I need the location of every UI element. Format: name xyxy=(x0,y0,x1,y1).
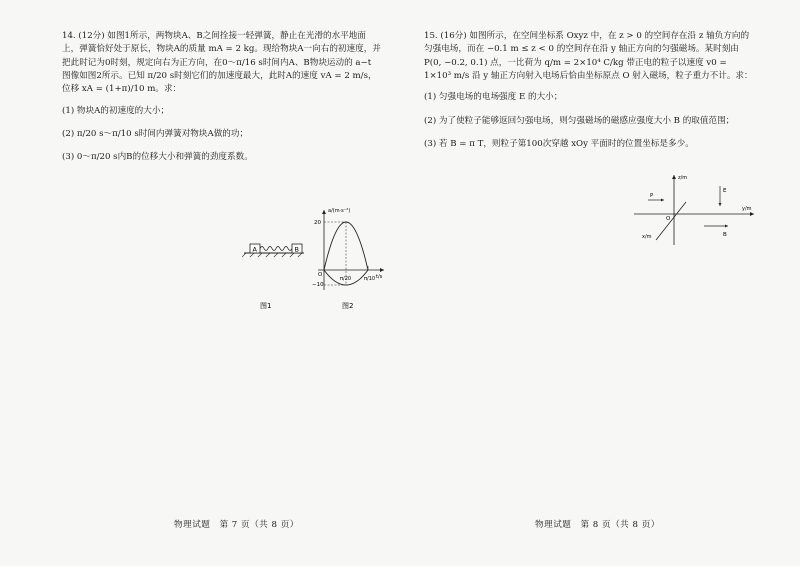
question-14-text: 14. (12分) 如图1所示，两物块A、B之间拴接一轻弹簧，静止在光滑的水平地面上，弹簧恰好处于原长，物块A的质量 mA = 2 kg。现给物块A一向右的初速度，并把此时记为0时刻，规定向右为正方向，在0～π/16 s时间内A、B物块运动的 a−t 图像如图2所示。已知 π/20 s时刻它们的加速度最大，此时A的速度 vA = 2 m/s，位移 xA = (1+π)/10 m。求： xyxy=(62,31,381,95)
figure-2 xyxy=(312,208,384,310)
question-14-part-1: (1) 物块A的初速度的大小； xyxy=(62,105,170,116)
z-axis-label: z/m xyxy=(678,175,688,181)
question-14-figures xyxy=(242,200,392,315)
point-p-label: P xyxy=(650,193,654,199)
question-14-part-2: (2) π/20 s～π/10 s时间内弹簧对物块A做的功； xyxy=(62,128,249,139)
block-a-label: A xyxy=(252,245,257,254)
question-15-text: 15. (16分) 如图所示，在空间坐标系 Oxyz 中，在 z > 0 的空间存在沿 z 轴负方向的匀强电场，而在 −0.1 m ≤ z < 0 的空间存在沿 y 轴正方向的匀强磁场。某时刻由 P(0, −0.2, 0.1) 点，一比荷为 q/m = 2×10⁴ C/kg 带正电的粒子以速度 v0 = 1×10³ m/s 沿 y 轴正方向射入电场后恰由坐标原点 O 射入磁场，粒子重力不计。求： xyxy=(424,31,753,81)
e-field-label: E xyxy=(723,188,727,194)
tick-pi-10: π/10 xyxy=(364,276,376,282)
spring xyxy=(260,247,292,251)
figure-2-caption: 图2 xyxy=(342,302,354,310)
origin-label: O xyxy=(318,272,323,278)
figure-1 xyxy=(242,244,304,310)
origin-o-label: O xyxy=(666,216,671,222)
question-15-figure xyxy=(624,170,764,255)
question-15-part-2: (2) 为了使粒子能够返回匀强电场，则匀强磁场的磁感应强度大小 B 的取值范围； xyxy=(424,115,735,126)
question-15-part-3: (3) 若 B = π T，则粒子第100次穿越 xOy 平面时的位置坐标是多少。 xyxy=(424,138,694,149)
question-14-part-3: (3) 0～π/20 s内B的位移大小和弹簧的劲度系数。 xyxy=(62,152,253,163)
y-axis-label: y/m xyxy=(742,206,752,212)
tick-20: 20 xyxy=(314,220,321,226)
tick-minus-10: −10 xyxy=(312,282,324,288)
x-axis-label: x/m xyxy=(642,234,652,240)
page-7-footer: 物理试题 第 7 页（共 8 页） xyxy=(174,520,299,530)
figure-2-xlabel: t/s xyxy=(376,274,383,280)
block-b-label: B xyxy=(294,245,299,254)
tick-pi-20: π/20 xyxy=(340,276,352,282)
figure-1-and-2 xyxy=(242,200,392,315)
page-8 xyxy=(424,30,756,550)
figure-1-caption: 图1 xyxy=(260,302,272,310)
page-8-footer: 物理试题 第 8 页（共 8 页） xyxy=(535,520,660,530)
b-field-label: B xyxy=(723,232,727,238)
question-15-part-1: (1) 匀强电场的电场强度 E 的大小； xyxy=(424,92,563,103)
coordinate-figure xyxy=(624,170,764,255)
figure-2-ylabel: a/(m·s⁻²) xyxy=(328,208,351,214)
page-7 xyxy=(62,30,382,550)
